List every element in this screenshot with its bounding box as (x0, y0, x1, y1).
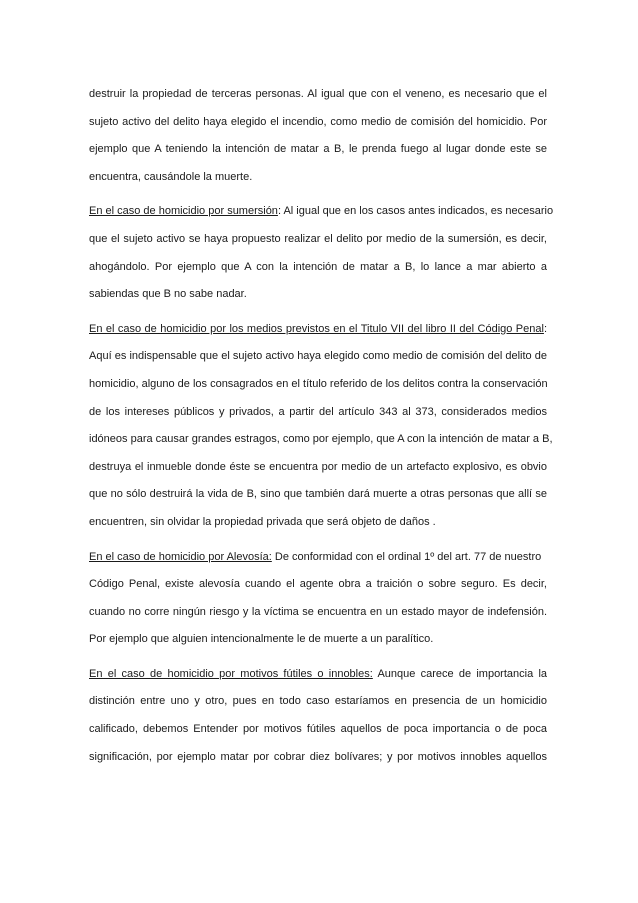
text-line: sabiendas que B no sabe nadar. (89, 288, 247, 301)
text-run: : (543, 322, 547, 335)
text-line: cuando no corre ningún riesgo y la víctima se encuentra en un estado mayor de indefensión. (89, 605, 547, 618)
paragraph-sumersion (89, 204, 554, 314)
section-heading: En el caso de homicidio por Alevosía: (89, 550, 272, 563)
text-run: Aunque carece de importancia la (372, 667, 548, 680)
text-line: que no sólo destruirá la vida de B, sino que también dará muerte a otras personas que allí se (89, 488, 547, 501)
text-line: distinción entre uno y otro, pues en todo caso estaríamos en presencia de un homicidio (89, 695, 547, 708)
text-line: destruya el inmueble donde éste se encuentra por medio de un artefacto explosivo, es obvio (89, 460, 547, 473)
text-run: De conformidad con el ordinal 1º del art. 77 de nuestro (271, 550, 542, 563)
text-line: Por ejemplo que alguien intencionalmente le de muerte a un paralítico. (89, 633, 434, 646)
text-line: Aquí es indispensable que el sujeto activo haya elegido como medio de comisión del delito de (89, 350, 547, 363)
text-line: destruir la propiedad de terceras personas. Al igual que con el veneno, es necesario que el (89, 88, 547, 100)
document-body (89, 87, 554, 777)
text-line (89, 204, 554, 232)
text-line: encuentra, causándole la muerte. (89, 170, 253, 183)
text-line: encuentren, sin olvidar la propiedad privada que será objeto de daños . (89, 515, 436, 528)
paragraph-motivos-futiles (89, 667, 547, 777)
text-line: significación, por ejemplo matar por cobrar diez bolívares; y por motivos innobles aquellos (89, 750, 547, 763)
paragraph-incendio (89, 87, 547, 197)
text-line (89, 667, 547, 695)
section-heading: En el caso de homicidio por los medios previstos en el Titulo VII del libro II del Código Penal (89, 322, 544, 335)
text-line (89, 322, 547, 350)
text-line: Código Penal, existe alevosía cuando el agente obra a traición o sobre seguro. Es decir, (89, 578, 547, 591)
text-line: ahogándolo. Por ejemplo que A con la intención de matar a B, lo lance a mar abierto a (89, 260, 547, 273)
text-line: homicidio, alguno de los consagrados en el título referido de los delitos contra la conservación (89, 377, 548, 390)
text-line: ejemplo que A teniendo la intención de matar a B, le prenda fuego al lugar donde este se (89, 143, 547, 156)
text-line: de los intereses públicos y privados, a partir del artículo 343 al 373, considerados medios (89, 405, 547, 418)
text-line (89, 550, 547, 578)
text-run: : Al igual que en los casos antes indicados, es necesario (277, 205, 554, 218)
text-line: sujeto activo del delito haya elegido el incendio, como medio de comisión del homicidio. Por (89, 115, 547, 128)
section-heading: En el caso de homicidio por sumersión (89, 205, 278, 218)
text-line: que el sujeto activo se haya propuesto realizar el delito por medio de la sumersión, es decir, (89, 232, 547, 245)
paragraph-alevosia (89, 550, 547, 660)
text-line: idóneos para causar grandes estragos, como por ejemplo, que A con la intención de matar a B, (89, 433, 553, 446)
section-heading: En el caso de homicidio por motivos fútiles o innobles: (89, 667, 373, 680)
paragraph-medios-previstos (89, 322, 553, 543)
text-line: calificado, debemos Entender por motivos fútiles aquellos de poca importancia o de poca (89, 723, 547, 736)
